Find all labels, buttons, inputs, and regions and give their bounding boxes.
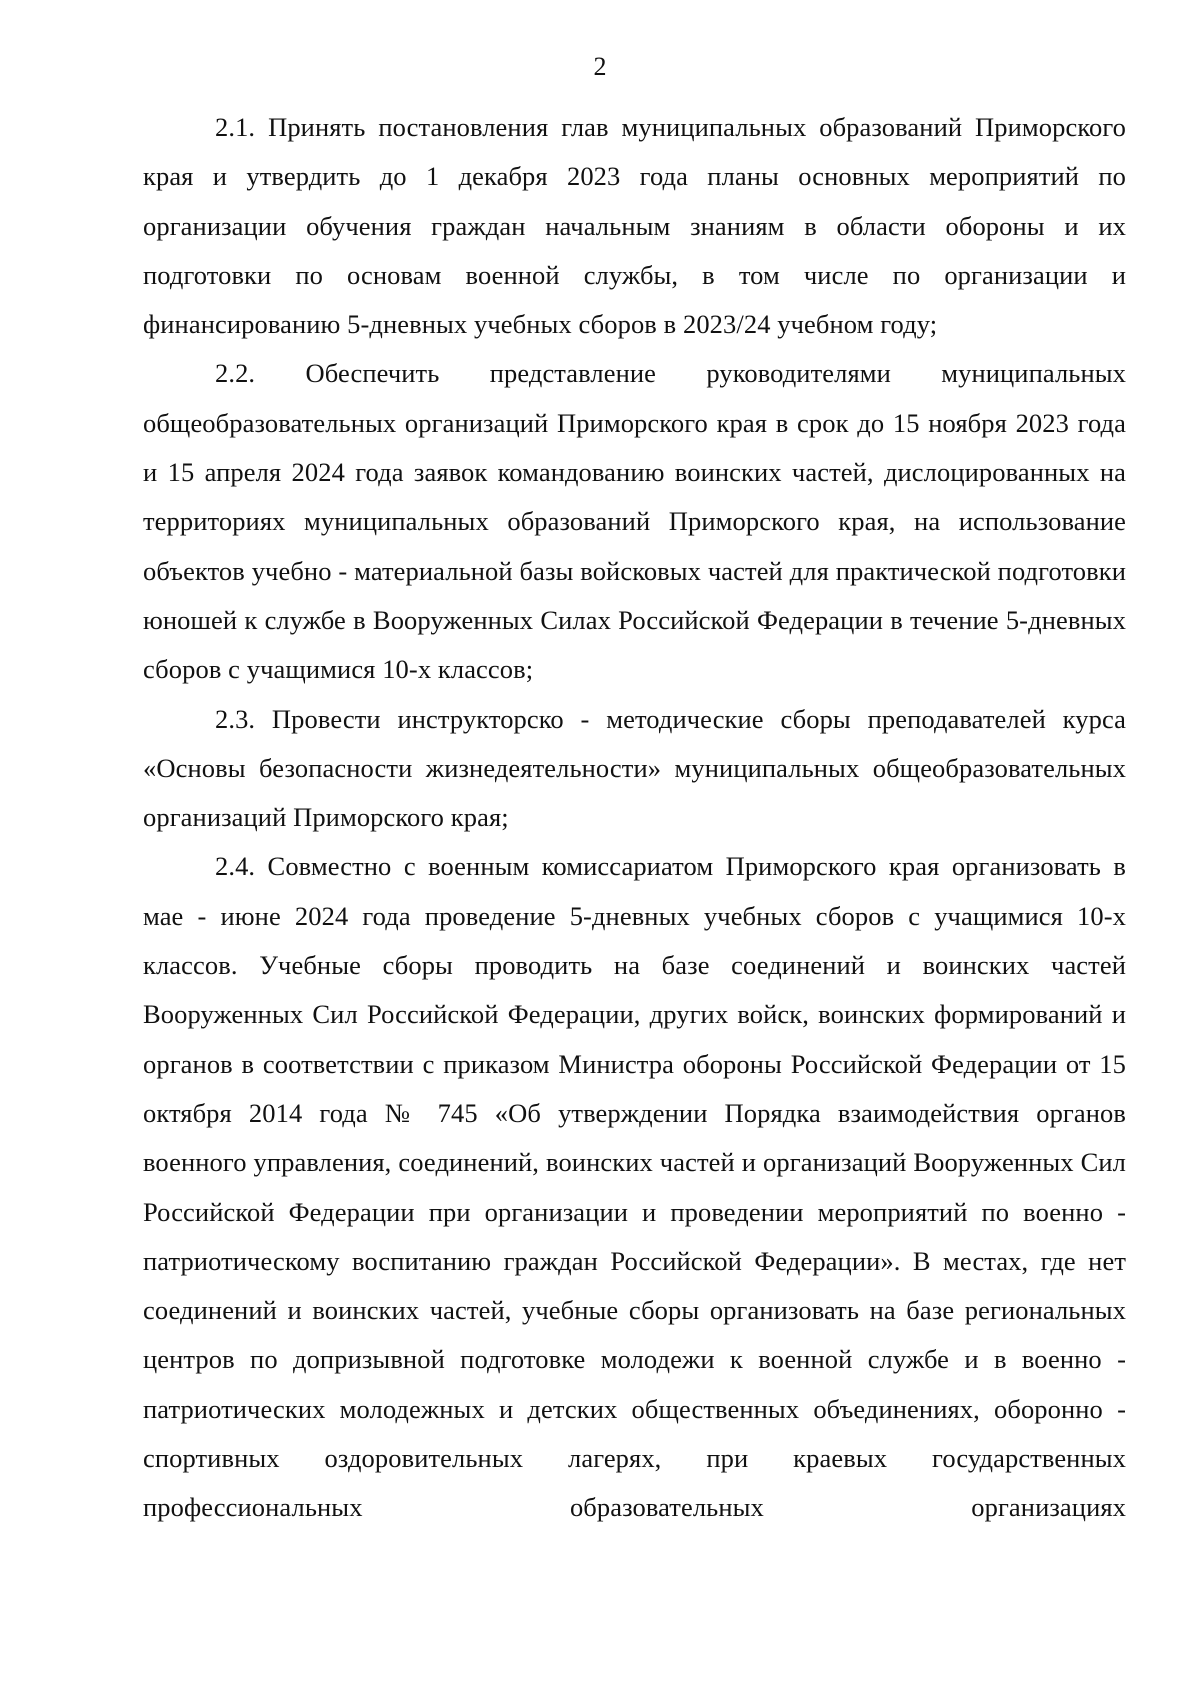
document-body (143, 103, 1126, 1533)
page-number: 2 (593, 52, 607, 81)
paragraph-2-2: 2.2. Обеспечить представление руководителями муниципальных общеобразовательных организаций Приморского края в срок до 15 ноября 2023 года и 15 апреля 2024 года заявок командованию воинских частей, дислоцированных на территориях муниципальных образований Приморского края, на использование объектов учебно - материальной базы войсковых частей для практической подготовки юношей к службе в Вооруженных Силах Российской Федерации в течение 5-дневных сборов с учащимися 10-х классов; (143, 358, 1126, 685)
paragraph-2-3: 2.3. Провести инструкторско - методические сборы преподавателей курса «Основы безопасности жизнедеятельности» муниципальных общеобразовательных организаций Приморского края; (143, 703, 1126, 833)
paragraph-2-1: 2.1. Принять постановления глав муниципальных образований Приморского края и утвердить до 1 декабря 2023 года планы основных мероприятий по организации обучения граждан начальным знаниям в области обороны и их подготовки по основам военной службы, в том числе по организации и финансированию 5-дневных учебных сборов в 2023/24 учебном году; (143, 112, 1126, 340)
paragraph-2-4: 2.4. Совместно с военным комиссариатом Приморского края организовать в мае - июне 2024 года проведение 5-дневных учебных сборов с учащимися 10-х классов. Учебные сборы проводить на базе соединений и воинских частей Вооруженных Сил Российской Федерации, других войск, воинских формирований и органов в соответствии с приказом Министра обороны Российской Федерации от 15 октября 2014 года № 745 «Об утверждении Порядка взаимодействия органов военного управления, соединений, воинских частей и организаций Вооруженных Сил Российской Федерации при организации и проведении мероприятий по военно - патриотическому воспитанию граждан Российской Федерации». В местах, где нет соединений и воинских частей, учебные сборы организовать на базе региональных центров по допризывной подготовке молодежи к военной службе и в военно - патриотических молодежных и детских общественных объединениях, оборонно - спортивных оздоровительных лагерях, при краевых государственных профессиональных образовательных организациях (143, 851, 1126, 1523)
